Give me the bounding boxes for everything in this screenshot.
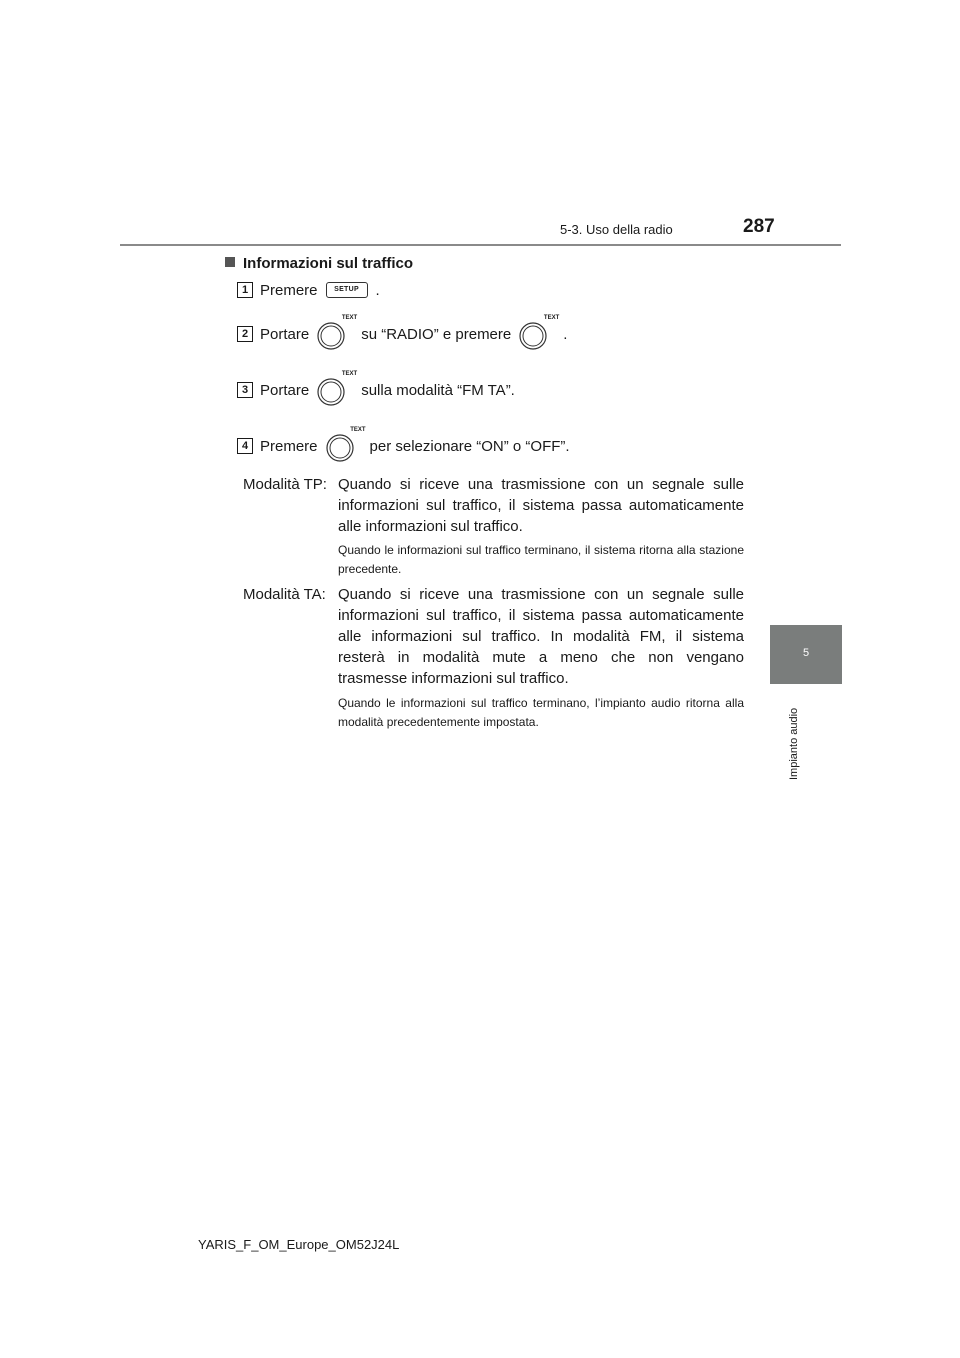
section-heading xyxy=(225,255,413,272)
mode-description: Quando si riceve una trasmissione con un segnale sulle informazioni sul traffico, il sistema passa automaticamente alle informazioni sul traffico. xyxy=(338,476,744,535)
page-number: 287 xyxy=(743,216,775,237)
step-text-before: Portare xyxy=(260,325,310,343)
step-text-after: . xyxy=(563,325,568,343)
tune-knob-icon xyxy=(517,315,560,351)
tune-knob-icon xyxy=(324,429,364,463)
tune-knob-icon xyxy=(315,371,358,407)
step-text-after: sulla modalità “FM TA”. xyxy=(361,381,515,399)
step-number: 3 xyxy=(237,382,253,398)
mode-label: Modalità TA: xyxy=(243,586,326,603)
knob-label: TEXT xyxy=(341,315,358,321)
step-number: 2 xyxy=(237,326,253,342)
footer-document-code: YARIS_F_OM_Europe_OM52J24L xyxy=(198,1237,400,1252)
step-text-after: per selezionare “ON” o “OFF”. xyxy=(369,437,570,455)
step-text-before: Portare xyxy=(260,381,310,399)
mode-tp-note: Quando le informazioni sul traffico terminano, il sistema ritorna alla stazione precedente. xyxy=(338,543,744,576)
step-text-after: . xyxy=(375,281,380,299)
step-number: 1 xyxy=(237,282,253,298)
chapter-tab[interactable] xyxy=(770,625,842,684)
chapter-title: Impianto audio xyxy=(788,707,800,780)
step-text-before: Premere xyxy=(260,437,318,455)
mode-label: Modalità TP: xyxy=(243,476,327,493)
chapter-number: 5 xyxy=(802,647,810,659)
header-section-title: 5-3. Uso della radio xyxy=(560,222,673,237)
setup-button-icon: SETUP xyxy=(326,282,368,298)
section-title: Informazioni sul traffico xyxy=(243,255,414,272)
bullet-square-icon xyxy=(225,257,235,267)
chapter-title-vertical xyxy=(788,690,802,780)
mode-description: Quando si riceve una trasmissione con un segnale sulle informazioni sul traffico, il sistema passa automaticamente alle informazioni sul traffico. In modalità FM, il sistema resterà in modalità mute a meno che non vengano trasmesse informazioni sul traffico. xyxy=(338,586,744,687)
mode-ta-note: Quando le informazioni sul traffico terminano, l’impianto audio ritorna alla modalità precedentemente impostata. xyxy=(338,696,744,729)
step-text-before: Premere xyxy=(260,281,318,299)
step-text-middle: su “RADIO” e premere xyxy=(361,325,512,343)
knob-label: TEXT xyxy=(350,427,366,433)
header-divider xyxy=(120,244,841,246)
knob-label: TEXT xyxy=(341,371,358,377)
knob-label: TEXT xyxy=(543,315,560,321)
tune-knob-icon xyxy=(315,315,358,351)
step-number: 4 xyxy=(237,438,253,454)
